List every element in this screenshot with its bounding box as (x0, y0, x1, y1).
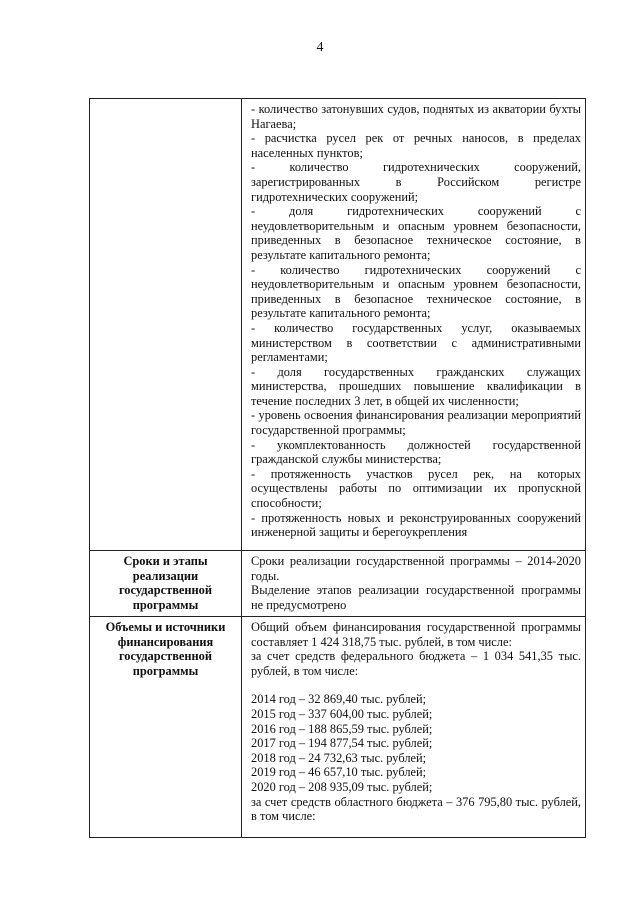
list-item: - количество затонувших судов, поднятых из акватории бухты Нагаева; (251, 102, 581, 131)
spacer (251, 678, 581, 692)
deadlines-text: Сроки реализации государственной программы – 2014-2020 годы. (251, 554, 581, 583)
funding-total: Общий объем финансирования государственной программы составляет 1 424 318,75 тыс. рублей, в том числе: (251, 620, 581, 649)
funding-year: 2017 год – 194 877,54 тыс. рублей; (251, 736, 433, 751)
funding-year: 2016 год – 188 865,59 тыс. рублей; (251, 721, 433, 736)
funding-year: 2015 год – 337 604,00 тыс. рублей; (251, 706, 433, 721)
funding-federal: за счет средств федерального бюджета – 1 034 541,35 тыс. рублей, в том числе: (251, 649, 581, 678)
funding-year: 2019 год – 46 657,10 тыс. рублей; (251, 765, 427, 780)
indicators-label (90, 99, 242, 551)
deadlines-label: Сроки и этапы реализации государственной программы (90, 551, 242, 617)
table-row (90, 617, 586, 838)
list-item: - количество государственных услуг, оказываемых министерством в соответствии с административными регламентами; (251, 320, 581, 365)
stages-text: Выделение этапов реализации государственной программы не предусмотрено (251, 583, 581, 612)
funding-year: 2018 год – 24 732,63 тыс. рублей; (251, 750, 427, 765)
funding-label: Объемы и источники финансирования государственной программы (90, 617, 242, 838)
indicators-content (242, 99, 586, 551)
funding-regional: за счет средств областного бюджета – 376 795,80 тыс. рублей, в том числе: (251, 794, 581, 824)
funding-year: 2020 год – 208 935,09 тыс. рублей; (251, 779, 433, 794)
list-item: - количество гидротехнических сооружений с неудовлетворительным и опасным уровнем безопасности, приведенных в безопасное техническое состояние, в результате капитального ремонта; (251, 262, 581, 321)
list-item: - протяженность новых и реконструированных сооружений инженерной защиты и берегоукрепления (251, 510, 581, 540)
list-item: - расчистка русел рек от речных наносов, в пределах населенных пунктов; (251, 131, 581, 160)
funding-content (242, 617, 586, 838)
page-number: 4 (316, 40, 324, 55)
table-row (90, 99, 586, 551)
list-item: - уровень освоения финансирования реализации мероприятий государственной программы; (251, 408, 581, 438)
deadlines-content (242, 551, 586, 617)
list-item: - доля гидротехнических сооружений с неудовлетворительным и опасным уровнем безопасности, приведенных в безопасное техническое состояние, в результате капитального ремонта; (251, 204, 581, 262)
list-item: - количество гидротехнических сооружений, зарегистрированных в Российском регистре гидротехнических сооружений; (251, 160, 581, 204)
list-item: - протяженность участков русел рек, на которых осуществлены работы по оптимизации их пропускной способности; (251, 466, 581, 511)
list-item: - доля государственных гражданских служащих министерства, прошедших повышение квалификации в течение последних 3 лет, в общей их численности; (251, 364, 581, 408)
funding-year: 2014 год – 32 869,40 тыс. рублей; (251, 692, 427, 707)
list-item: - укомплектованность должностей государственной гражданской службы министерства; (251, 437, 581, 467)
program-passport-table (89, 98, 586, 838)
table-row (90, 551, 586, 617)
